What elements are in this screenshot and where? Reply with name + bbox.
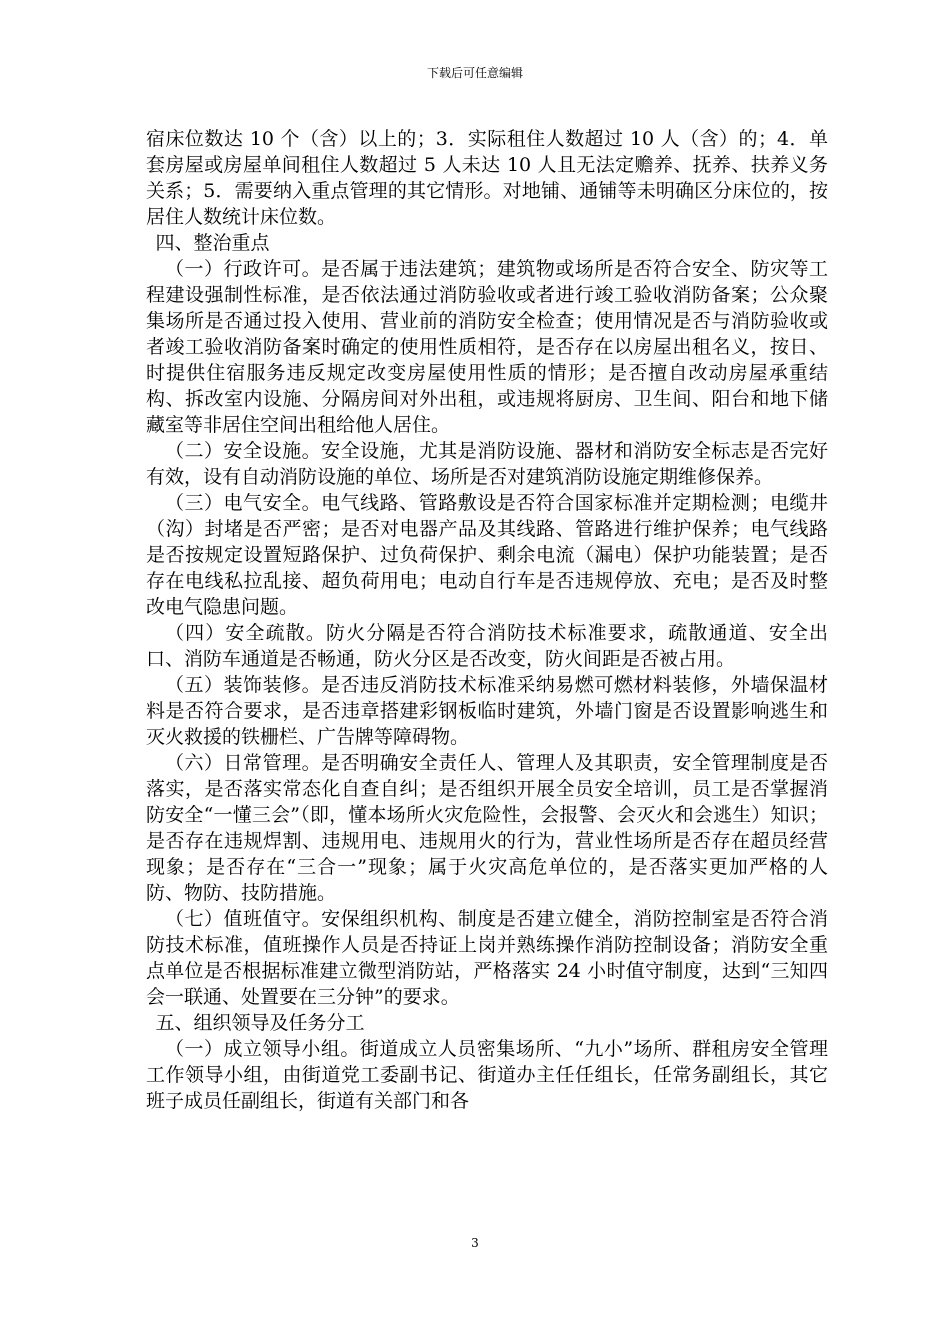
paragraph-administrative-permit: （一）行政许可。是否属于违法建筑；建筑物或场所是否符合安全、防灾等工程建设强制性标准，是否依法通过消防验收或者进行竣工验收消防备案；公众聚集场所是否通过投入使用、营业前的消防安全检查；使用情况是否与消防验收或者竣工验收消防备案时确定的使用性质相符，是否存在以房屋出租名义，按日、时提供住宿服务违反规定改变房屋使用性质的情形；是否擅自改动房屋承重结构、拆改室内设施、分隔房间对外出租，或违规将厨房、卫生间、阳台和地下储藏室等非居住空间出租给他人居住。 [146, 258, 828, 436]
section-heading-four: 四、整治重点 [155, 232, 270, 254]
paragraph-decoration: （五）装饰装修。是否违反消防技术标准采纳易燃可燃材料装修，外墙保温材料是否符合要求，是否违章搭建彩钢板临时建筑，外墙门窗是否设置影响逃生和灭火救援的铁栅栏、广告牌等障碍物。 [146, 674, 828, 748]
paragraph-continuation: 宿床位数达 10 个（含）以上的；3．实际租住人数超过 10 人（含）的；4．单套房屋或房屋单间租住人数超过 5 人未达 10 人且无法定赡养、抚养、扶养义务关系；5．需要纳入重点管理的其它情形。对地铺、通铺等未明确区分床位的，按居住人数统计床位数。 [146, 128, 828, 228]
document-body [146, 126, 828, 1114]
paragraph-leading-group: （一）成立领导小组。街道成立人员密集场所、“九小”场所、群租房安全管理工作领导小组，由街道党工委副书记、街道办主任任组长，任常务副组长，其它班子成员任副组长，街道有关部门和各 [146, 1038, 828, 1112]
paragraph-daily-management: （六）日常管理。是否明确安全责任人、管理人及其职责，安全管理制度是否落实，是否落实常态化自查自纠；是否组织开展全员安全培训，员工是否掌握消防安全“一懂三会”（即，懂本场所火灾危险性，会报警、会灭火和会逃生）知识；是否存在违规焊割、违规用电、违规用火的行为，营业性场所是否存在超员经营现象；是否存在“三合一”现象；属于火灾高危单位的，是否落实更加严格的人防、物防、技防措施。 [146, 752, 828, 904]
page-header-note: 下载后可任意编辑 [426, 66, 523, 80]
page-number: 3 [471, 1236, 479, 1250]
paragraph-electrical-safety: （三）电气安全。电气线路、管路敷设是否符合国家标准并定期检测；电缆井（沟）封堵是否严密；是否对电器产品及其线路、管路进行维护保养；电气线路是否按规定设置短路保护、过负荷保护、剩余电流（漏电）保护功能装置；是否存在电线私拉乱接、超负荷用电；电动自行车是否违规停放、充电；是否及时整改电气隐患问题。 [146, 492, 828, 618]
paragraph-duty-watch: （七）值班值守。安保组织机构、制度是否建立健全，消防控制室是否符合消防技术标准，值班操作人员是否持证上岗并熟练操作消防控制设备；消防安全重点单位是否根据标准建立微型消防站，严格落实 24 小时值守制度，达到“三知四会一联通、处置要在三分钟”的要求。 [146, 908, 828, 1008]
paragraph-safety-facilities: （二）安全设施。安全设施，尤其是消防设施、器材和消防安全标志是否完好有效，设有自动消防设施的单位、场所是否对建筑消防设施定期维修保养。 [146, 440, 828, 488]
section-heading-five: 五、组织领导及任务分工 [155, 1012, 365, 1034]
paragraph-evacuation: （四）安全疏散。防火分隔是否符合消防技术标准要求，疏散通道、安全出口、消防车通道是否畅通，防火分区是否改变，防火间距是否被占用。 [146, 622, 828, 670]
